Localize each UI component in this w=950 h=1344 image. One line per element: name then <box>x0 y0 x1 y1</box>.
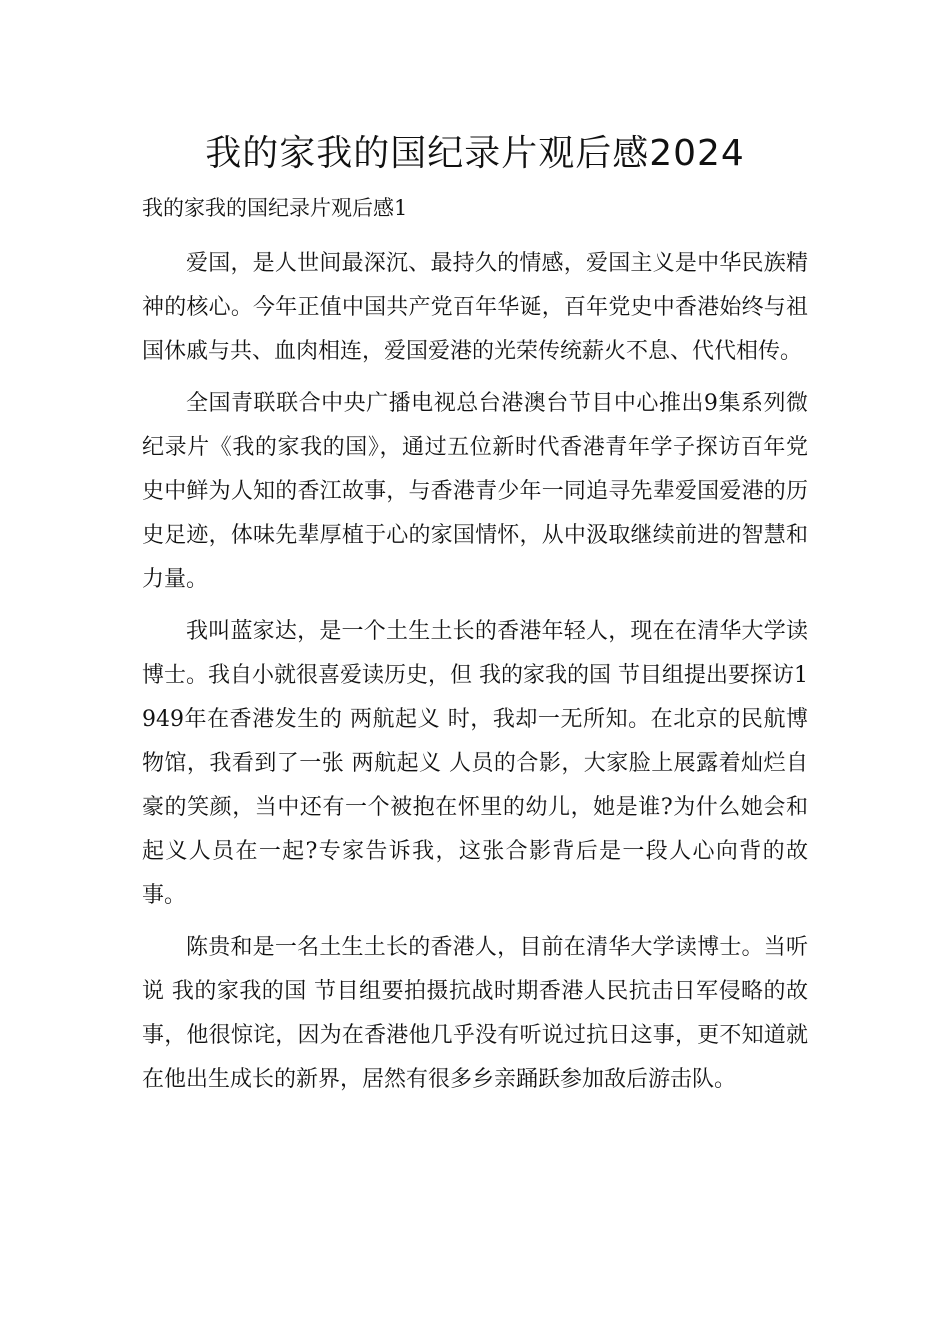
paragraph-3: 我叫蓝家达，是一个土生土长的香港年轻人，现在在清华大学读博士。我自小就很喜爱读历史，但 我的家我的国 节目组提出要探访1949年在香港发生的 两航起义 时，我却一无所知。在北京的民航博物馆，我看到了一张 两航起义 人员的合影，大家脸上展露着灿烂自豪的笑颜，当中还有一个被抱在怀里的幼儿，她是谁?为什么她会和起义人员在一起?专家告诉我，这张合影背后是一段人心向背的故事。 <box>142 619 808 908</box>
paragraph-4: 陈贵和是一名土生土长的香港人，目前在清华大学读博士。当听说 我的家我的国 节目组要拍摄抗战时期香港人民抗击日军侵略的故事，他很惊诧，因为在香港他几乎没有听说过抗日这事，更不知道就在他出生成长的新界，居然有很多乡亲踊跃参加敌后游击队。 <box>142 935 808 1092</box>
document-title: 我的家我的国纪录片观后感2024 <box>205 133 745 174</box>
paragraph-1: 爱国，是人世间最深沉、最持久的情感，爱国主义是中华民族精神的核心。今年正值中国共产党百年华诞，百年党史中香港始终与祖国休戚与共、血肉相连，爱国爱港的光荣传统薪火不息、代代相传。 <box>142 251 808 364</box>
paragraph-2: 全国青联联合中央广播电视总台港澳台节目中心推出9集系列微纪录片《我的家我的国》，通过五位新时代香港青年学子探访百年党史中鲜为人知的香江故事，与香港青少年一同追寻先辈爱国爱港的历史足迹，体味先辈厚植于心的家国情怀，从中汲取继续前进的智慧和力量。 <box>142 391 808 592</box>
section-heading: 我的家我的国纪录片观后感1 <box>142 196 408 220</box>
